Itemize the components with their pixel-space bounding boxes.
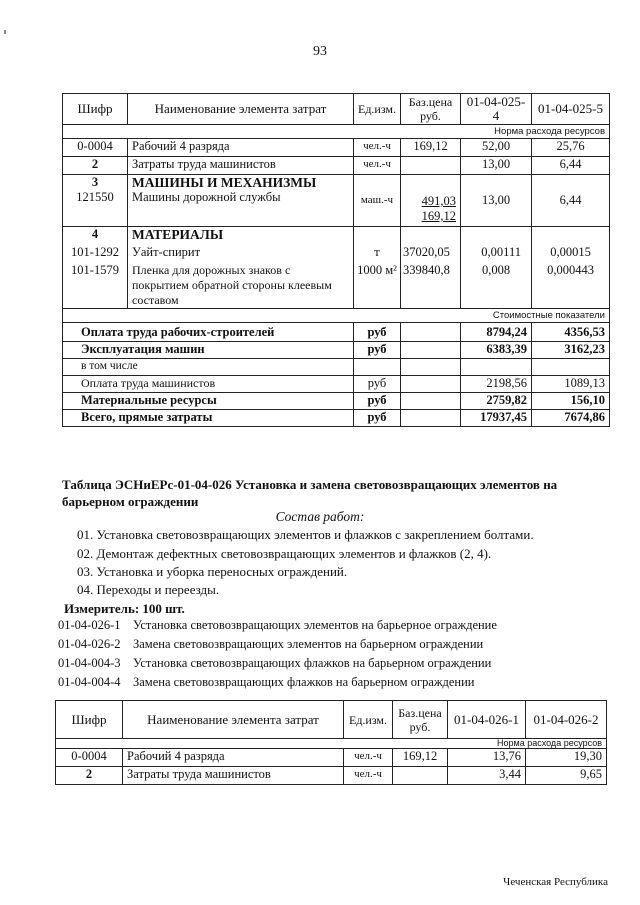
- code-list-item: [58, 675, 474, 690]
- section-materials-row: [63, 227, 610, 309]
- resource-table-025: [62, 93, 610, 427]
- work-item: 03. Установка и уборка переносных ограждений.: [77, 564, 348, 579]
- row-value-b: 6,44: [532, 157, 610, 175]
- code-number: 01-04-026-2: [58, 637, 121, 651]
- table-title: Таблица ЭСНиЕРс-01-04-026 Установка и замена световозвращающих элементов на барьерном ограждении: [62, 477, 558, 509]
- header-col-a: 01-04-025-4: [461, 94, 532, 125]
- row-value-a: 0,00111: [481, 245, 521, 259]
- code-description: Установка световозвращающих элементов на барьерное ограждение: [133, 618, 497, 632]
- row-code: 0-0004: [63, 139, 128, 157]
- page-footer: Чеченская Республика: [503, 876, 608, 888]
- cost-row: [63, 359, 610, 376]
- section-number: 3: [91, 175, 99, 189]
- cost-unit: руб: [354, 323, 401, 342]
- cost-row: [63, 342, 610, 359]
- page-number: 93: [313, 44, 327, 59]
- cost-value-a: 17937,45: [461, 410, 532, 427]
- header-code: Шифр: [56, 701, 123, 739]
- cost-unit: [354, 359, 401, 376]
- code-description: Установка световозвращающих флажков на барьерном ограждении: [133, 656, 492, 670]
- header-name: Наименование элемента затрат: [128, 94, 354, 125]
- section-title: МАТЕРИАЛЫ: [132, 227, 224, 242]
- norm-label-row: [56, 739, 607, 749]
- header-col-b: 01-04-026-2: [526, 701, 607, 739]
- table-row: [56, 767, 607, 785]
- row-price: [401, 157, 461, 175]
- row-code: 121550: [76, 190, 114, 204]
- code-number: 01-04-026-1: [58, 618, 121, 632]
- row-price-top: 491,03: [421, 194, 456, 208]
- resource-table-026: [55, 700, 607, 785]
- table-row: [63, 139, 610, 157]
- row-unit: маш.-ч: [354, 175, 401, 227]
- section-machines-row: [63, 175, 610, 227]
- row-value-b: 6,44: [532, 175, 610, 227]
- row-price-bottom: 169,12: [421, 209, 456, 223]
- cost-name: Оплата труда рабочих-строителей: [63, 323, 354, 342]
- cost-row: [63, 323, 610, 342]
- row-code: 101-1579: [71, 263, 119, 277]
- row-value-a: 0,008: [481, 263, 511, 277]
- row-code: 101-1292: [71, 245, 119, 259]
- cost-value-b: 7674,86: [532, 410, 610, 427]
- cost-value-a: [461, 359, 532, 376]
- row-name: Пленка для дорожных знаков с покрытием обратной стороны клеевым составом: [132, 263, 332, 307]
- row-name: Затраты труда машинистов: [128, 157, 354, 175]
- row-price: [393, 767, 448, 785]
- row-value-b: 25,76: [532, 139, 610, 157]
- header-unit: Ед.изм.: [354, 94, 401, 125]
- row-name: Машины дорожной службы: [132, 190, 281, 204]
- row-price: 169,12: [393, 749, 448, 767]
- row-code: 2: [63, 157, 128, 175]
- cost-unit: руб: [354, 393, 401, 410]
- row-value-b: 0,000443: [547, 263, 594, 277]
- work-item: 04. Переходы и переезды.: [77, 582, 220, 597]
- cost-label: Стоимостные показатели: [63, 309, 610, 323]
- cost-value-b: [532, 359, 610, 376]
- row-price: 339840,8: [403, 263, 450, 277]
- row-value-a: 13,76: [448, 749, 526, 767]
- row-value-b: 19,30: [526, 749, 607, 767]
- cost-name: Материальные ресурсы: [63, 393, 354, 410]
- row-name: Рабочий 4 разряда: [128, 139, 354, 157]
- header-code: Шифр: [63, 94, 128, 125]
- code-description: Замена световозвращающих элементов на барьерном ограждении: [133, 637, 484, 651]
- cost-value-a: 8794,24: [461, 323, 532, 342]
- row-value-a: 13,00: [461, 157, 532, 175]
- cost-unit: руб: [354, 376, 401, 393]
- table-row: [56, 749, 607, 767]
- row-unit: чел.-ч: [354, 157, 401, 175]
- cost-value-a: 6383,39: [461, 342, 532, 359]
- row-value-b: 0,00015: [550, 245, 591, 259]
- section-title: МАШИНЫ И МЕХАНИЗМЫ: [132, 175, 317, 190]
- cost-value-b: 3162,23: [532, 342, 610, 359]
- header-name: Наименование элемента затрат: [123, 701, 344, 739]
- code-list-item: [58, 637, 483, 652]
- cost-row: [63, 410, 610, 427]
- header-col-b: 01-04-025-5: [532, 94, 610, 125]
- work-item: 02. Демонтаж дефектных световозвращающих элементов и флажков (2, 4).: [77, 546, 492, 561]
- cost-value-a: 2198,56: [461, 376, 532, 393]
- row-unit: чел.-ч: [354, 139, 401, 157]
- measure-unit: Измеритель: 100 шт.: [64, 601, 185, 616]
- cost-value-b: 1089,13: [532, 376, 610, 393]
- cost-row: [63, 376, 610, 393]
- header-col-a: 01-04-026-1: [448, 701, 526, 739]
- cost-name: Эксплуатация машин: [63, 342, 354, 359]
- header-price: Баз.цена руб.: [393, 701, 448, 739]
- code-description: Замена световозвращающих флажков на барьерном ограждении: [133, 675, 475, 689]
- cost-unit: руб: [354, 342, 401, 359]
- cost-row: [63, 393, 610, 410]
- composition-title: Состав работ:: [275, 509, 365, 524]
- code-number: 01-04-004-4: [58, 675, 121, 689]
- cost-name: Оплата труда машинистов: [63, 376, 354, 393]
- row-price: 169,12: [401, 139, 461, 157]
- norm-label: Норма расхода ресурсов: [56, 739, 607, 749]
- code-number: 01-04-004-3: [58, 656, 121, 670]
- work-item: 01. Установка световозвращающих элементов и флажков с закреплением болтами.: [77, 527, 534, 542]
- margin-mark: [4, 30, 6, 34]
- cost-value-b: 4356,53: [532, 323, 610, 342]
- section-number: 4: [91, 227, 99, 241]
- cost-unit: руб: [354, 410, 401, 427]
- row-name: Затраты труда машинистов: [123, 767, 344, 785]
- norm-label-row: [63, 125, 610, 139]
- row-value-a: 13,00: [461, 175, 532, 227]
- row-name: Уайт-спирит: [132, 245, 201, 259]
- row-name: Рабочий 4 разряда: [123, 749, 344, 767]
- row-code: 0-0004: [56, 749, 123, 767]
- row-unit: чел.-ч: [344, 749, 393, 767]
- row-value-b: 9,65: [526, 767, 607, 785]
- cost-name: Всего, прямые затраты: [63, 410, 354, 427]
- code-list-item: [58, 656, 491, 671]
- cost-label-row: [63, 309, 610, 323]
- row-code: 2: [56, 767, 123, 785]
- cost-name: в том числе: [63, 359, 354, 376]
- header-price: Баз.цена руб.: [401, 94, 461, 125]
- row-value-a: 3,44: [448, 767, 526, 785]
- code-list-item: [58, 618, 497, 633]
- header-unit: Ед.изм.: [344, 701, 393, 739]
- row-unit: 1000 м²: [357, 263, 397, 277]
- table-header-row: [63, 94, 610, 125]
- row-unit: чел.-ч: [344, 767, 393, 785]
- table-row: [63, 157, 610, 175]
- row-unit: т: [374, 245, 380, 259]
- table-header-row: [56, 701, 607, 739]
- norm-label: Норма расхода ресурсов: [63, 125, 610, 139]
- cost-value-a: 2759,82: [461, 393, 532, 410]
- row-price: 37020,05: [403, 245, 450, 259]
- cost-value-b: 156,10: [532, 393, 610, 410]
- row-value-a: 52,00: [461, 139, 532, 157]
